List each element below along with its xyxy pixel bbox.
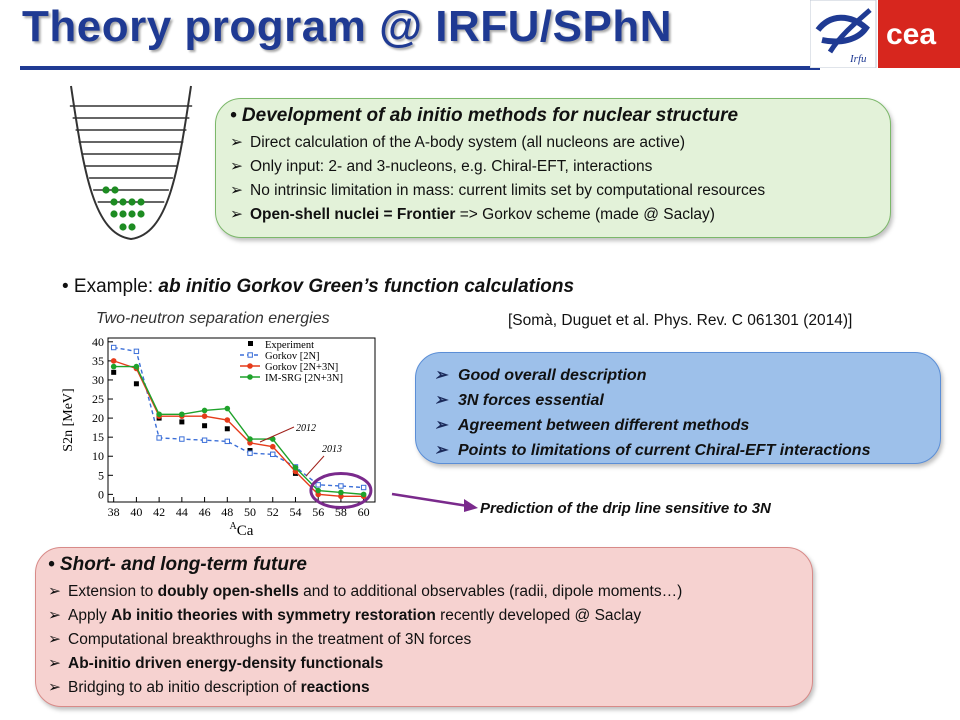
annotation-2013: 2013 bbox=[322, 444, 342, 455]
title-underline bbox=[20, 66, 820, 70]
annotation-2012: 2012 bbox=[296, 423, 316, 434]
x-tick-label: 56 bbox=[312, 505, 325, 519]
checkmark-arrow-icon: ➢ bbox=[434, 392, 448, 409]
checkmark-arrow-icon: ➢ bbox=[434, 442, 448, 459]
data-point bbox=[134, 349, 138, 353]
nucleon-dot bbox=[128, 210, 135, 217]
chart-caption: Two-neutron separation energies bbox=[96, 310, 330, 327]
prediction-arrow-icon bbox=[390, 488, 480, 518]
data-point bbox=[248, 451, 252, 455]
nucleon-dot bbox=[128, 223, 135, 230]
x-tick-label: 58 bbox=[334, 505, 347, 519]
cea-logo-text: cea bbox=[886, 18, 937, 51]
slide-title: Theory program @ IRFU/SPhN bbox=[22, 2, 672, 51]
x-tick-label: 50 bbox=[244, 505, 257, 519]
x-tick-label: 42 bbox=[153, 505, 166, 519]
nucleon-dot bbox=[119, 198, 126, 205]
legend-marker bbox=[248, 341, 253, 346]
nucleon-dot bbox=[111, 186, 118, 193]
nucleon-dot bbox=[102, 186, 109, 193]
data-point bbox=[179, 411, 185, 417]
x-tick-label: 46 bbox=[198, 505, 211, 519]
data-point bbox=[339, 484, 343, 488]
data-point bbox=[134, 364, 140, 370]
ab-initio-line-4: ➢ Open-shell nuclei = Frontier => Gorkov scheme (made @ Saclay) bbox=[230, 206, 715, 223]
s2n-chart bbox=[60, 330, 390, 545]
data-point bbox=[180, 437, 184, 441]
data-point bbox=[202, 413, 208, 419]
x-tick-label: 54 bbox=[289, 505, 302, 519]
legend-marker bbox=[247, 363, 253, 369]
future-line-2: ➢ Apply Ab initio theories with symmetry restoration recently developed @ Saclay bbox=[48, 607, 642, 624]
data-point bbox=[315, 488, 321, 494]
nucleon-dot bbox=[128, 198, 135, 205]
logos bbox=[810, 0, 960, 68]
y-tick-label: 5 bbox=[98, 468, 104, 483]
data-point bbox=[224, 417, 230, 423]
y-tick-label: 30 bbox=[92, 372, 104, 387]
legend-label: IM-SRG [2N+3N] bbox=[265, 373, 343, 384]
data-point bbox=[316, 483, 320, 487]
data-point bbox=[156, 411, 162, 417]
data-point bbox=[361, 492, 367, 498]
x-tick-label: 38 bbox=[107, 505, 120, 519]
checkmark-arrow-icon: ➢ bbox=[434, 417, 448, 434]
data-point bbox=[111, 345, 115, 349]
x-tick-label: 44 bbox=[175, 505, 188, 519]
potential-well-diagram bbox=[66, 84, 196, 244]
data-point bbox=[224, 406, 230, 412]
data-point bbox=[338, 490, 344, 496]
ab-initio-line-2: ➢ Only input: 2- and 3-nucleons, e.g. Chiral-EFT, interactions bbox=[230, 158, 653, 175]
future-box bbox=[35, 547, 813, 707]
annotation-arrow bbox=[306, 456, 324, 476]
data-point bbox=[179, 419, 184, 424]
y-tick-label: 0 bbox=[98, 487, 104, 502]
data-point bbox=[202, 423, 207, 428]
irfu-logo-text: Irfu bbox=[850, 53, 867, 65]
data-point bbox=[111, 364, 117, 370]
ab-initio-header: • Development of ab initio methods for nuclear structure bbox=[230, 105, 739, 126]
data-point bbox=[270, 444, 276, 450]
annotation-arrow bbox=[260, 427, 294, 442]
data-point bbox=[361, 485, 365, 489]
data-point bbox=[111, 370, 116, 375]
example-line: • Example: ab initio Gorkov Green’s function calculations bbox=[62, 276, 575, 297]
future-line-1: ➢ Extension to doubly open-shells and to additional observables (radii, dipole moments…) bbox=[48, 583, 683, 600]
y-tick-label: 20 bbox=[92, 411, 104, 426]
result-item: ➢ 3N forces essential bbox=[434, 388, 928, 413]
future-line-4: ➢ Ab-initio driven energy-density functionals bbox=[48, 655, 384, 672]
x-tick-label: 48 bbox=[221, 505, 234, 519]
x-tick-label: 40 bbox=[130, 505, 143, 519]
y-tick-label: 10 bbox=[92, 449, 104, 464]
nucleon-dot bbox=[137, 210, 144, 217]
nucleon-dot bbox=[110, 210, 117, 217]
legend-marker bbox=[248, 353, 252, 357]
result-item: ➢ Points to limitations of current Chiral-EFT interactions bbox=[434, 438, 928, 463]
data-point bbox=[247, 436, 253, 442]
results-box bbox=[415, 352, 941, 464]
x-axis-label: $^A$Ca bbox=[229, 521, 254, 539]
future-header: • Short- and long-term future bbox=[48, 554, 307, 575]
reference-citation: [Somà, Duguet et al. Phys. Rev. C 061301 (2014)] bbox=[508, 312, 853, 329]
y-axis-label: S2n [MeV] bbox=[61, 388, 76, 452]
y-tick-label: 25 bbox=[92, 392, 104, 407]
legend-label: Gorkov [2N+3N] bbox=[265, 362, 339, 373]
x-tick-label: 52 bbox=[266, 505, 279, 519]
future-line-5: ➢ Bridging to ab initio description of reactions bbox=[48, 679, 370, 696]
data-point bbox=[202, 408, 208, 414]
y-tick-label: 15 bbox=[92, 430, 104, 445]
data-point bbox=[157, 436, 161, 440]
y-tick-label: 40 bbox=[92, 334, 104, 349]
ab-initio-line-1: ➢ Direct calculation of the A-body system (all nucleons are active) bbox=[230, 134, 686, 151]
ab-initio-line-3: ➢ No intrinsic limitation in mass: current limits set by computational resources bbox=[230, 182, 766, 199]
nucleon-dot bbox=[119, 223, 126, 230]
y-tick-label: 35 bbox=[92, 353, 104, 368]
checkmark-arrow-icon: ➢ bbox=[434, 367, 448, 384]
data-point bbox=[111, 358, 117, 364]
legend-marker bbox=[247, 374, 253, 380]
data-point bbox=[225, 426, 230, 431]
future-line-3: ➢ Computational breakthroughs in the treatment of 3N forces bbox=[48, 631, 472, 648]
data-point bbox=[271, 452, 275, 456]
ab-initio-box bbox=[215, 98, 891, 238]
legend-label: Experiment bbox=[265, 340, 314, 351]
data-point bbox=[134, 381, 139, 386]
data-point bbox=[293, 465, 299, 471]
nucleon-dot bbox=[119, 210, 126, 217]
prediction-text: Prediction of the drip line sensitive to 3N bbox=[480, 500, 771, 517]
result-item: ➢ Good overall description bbox=[434, 363, 928, 388]
nucleon-dot bbox=[137, 198, 144, 205]
x-tick-label: 60 bbox=[357, 505, 370, 519]
data-point bbox=[202, 438, 206, 442]
data-point bbox=[225, 439, 229, 443]
legend-label: Gorkov [2N] bbox=[265, 351, 320, 362]
result-item: ➢ Agreement between different methods bbox=[434, 413, 928, 438]
nucleon-dot bbox=[110, 198, 117, 205]
